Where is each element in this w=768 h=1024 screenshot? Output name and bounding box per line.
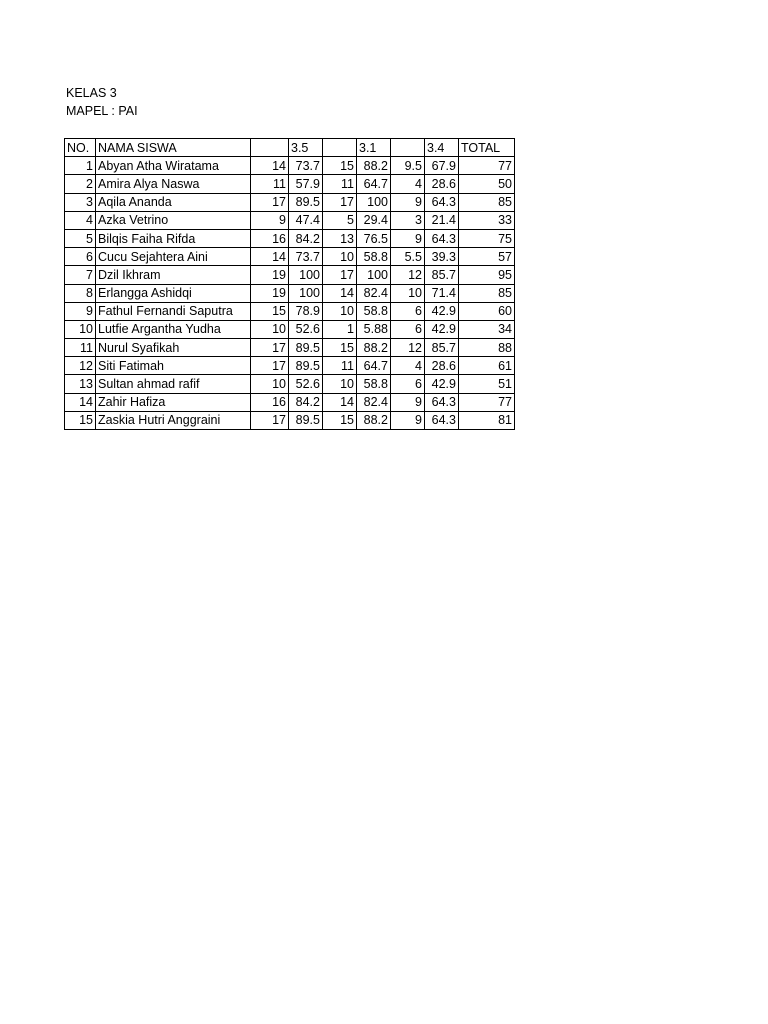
cell-score-3-1: 15 xyxy=(323,157,357,175)
cell-score-3-4: 3 xyxy=(391,211,425,229)
table-row xyxy=(65,175,515,193)
cell-score-3-5: 16 xyxy=(251,393,289,411)
cell-value-3-1: 5.88 xyxy=(357,320,391,338)
cell-value-3-4: 28.6 xyxy=(425,175,459,193)
cell-no: 8 xyxy=(65,284,96,302)
cell-total: 61 xyxy=(459,357,515,375)
cell-total: 85 xyxy=(459,193,515,211)
cell-score-3-4: 6 xyxy=(391,375,425,393)
cell-value-3-1: 100 xyxy=(357,266,391,284)
table-row xyxy=(65,375,515,393)
cell-value-3-5: 47.4 xyxy=(289,211,323,229)
header-blank-1 xyxy=(251,139,289,157)
cell-score-3-1: 13 xyxy=(323,229,357,247)
cell-score-3-4: 6 xyxy=(391,320,425,338)
cell-value-3-4: 64.3 xyxy=(425,193,459,211)
cell-value-3-4: 85.7 xyxy=(425,339,459,357)
cell-score-3-4: 12 xyxy=(391,266,425,284)
cell-value-3-1: 88.2 xyxy=(357,411,391,429)
cell-value-3-5: 52.6 xyxy=(289,320,323,338)
cell-value-3-5: 57.9 xyxy=(289,175,323,193)
cell-total: 50 xyxy=(459,175,515,193)
cell-no: 14 xyxy=(65,393,96,411)
header-nama-siswa: NAMA SISWA xyxy=(96,139,251,157)
cell-score-3-5: 10 xyxy=(251,375,289,393)
header-blank-3 xyxy=(391,139,425,157)
cell-score-3-4: 9 xyxy=(391,411,425,429)
cell-total: 34 xyxy=(459,320,515,338)
cell-score-3-1: 15 xyxy=(323,339,357,357)
cell-value-3-4: 28.6 xyxy=(425,357,459,375)
cell-value-3-5: 89.5 xyxy=(289,411,323,429)
table-row xyxy=(65,411,515,429)
cell-value-3-5: 84.2 xyxy=(289,229,323,247)
cell-no: 6 xyxy=(65,248,96,266)
cell-score-3-1: 17 xyxy=(323,266,357,284)
cell-total: 75 xyxy=(459,229,515,247)
cell-total: 51 xyxy=(459,375,515,393)
cell-no: 13 xyxy=(65,375,96,393)
cell-value-3-1: 58.8 xyxy=(357,248,391,266)
cell-nama-siswa: Nurul Syafikah xyxy=(96,339,251,357)
header-no: NO. xyxy=(65,139,96,157)
cell-value-3-4: 42.9 xyxy=(425,320,459,338)
table-row xyxy=(65,320,515,338)
cell-no: 2 xyxy=(65,175,96,193)
cell-total: 57 xyxy=(459,248,515,266)
cell-nama-siswa: Erlangga Ashidqi xyxy=(96,284,251,302)
cell-value-3-5: 78.9 xyxy=(289,302,323,320)
cell-total: 85 xyxy=(459,284,515,302)
cell-value-3-1: 100 xyxy=(357,193,391,211)
cell-value-3-4: 71.4 xyxy=(425,284,459,302)
cell-total: 77 xyxy=(459,157,515,175)
cell-score-3-5: 16 xyxy=(251,229,289,247)
cell-score-3-4: 5.5 xyxy=(391,248,425,266)
cell-score-3-5: 9 xyxy=(251,211,289,229)
cell-value-3-1: 82.4 xyxy=(357,284,391,302)
cell-score-3-4: 4 xyxy=(391,357,425,375)
table-row xyxy=(65,157,515,175)
cell-score-3-4: 12 xyxy=(391,339,425,357)
cell-score-3-1: 10 xyxy=(323,375,357,393)
cell-value-3-5: 84.2 xyxy=(289,393,323,411)
cell-score-3-5: 14 xyxy=(251,157,289,175)
cell-score-3-1: 5 xyxy=(323,211,357,229)
cell-total: 95 xyxy=(459,266,515,284)
cell-score-3-5: 14 xyxy=(251,248,289,266)
cell-score-3-4: 4 xyxy=(391,175,425,193)
cell-nama-siswa: Zahir Hafiza xyxy=(96,393,251,411)
cell-no: 3 xyxy=(65,193,96,211)
cell-value-3-5: 52.6 xyxy=(289,375,323,393)
cell-score-3-1: 11 xyxy=(323,357,357,375)
cell-nama-siswa: Cucu Sejahtera Aini xyxy=(96,248,251,266)
table-row xyxy=(65,284,515,302)
cell-nama-siswa: Bilqis Faiha Rifda xyxy=(96,229,251,247)
cell-nama-siswa: Aqila Ananda xyxy=(96,193,251,211)
cell-score-3-4: 10 xyxy=(391,284,425,302)
cell-score-3-5: 19 xyxy=(251,284,289,302)
cell-value-3-5: 89.5 xyxy=(289,193,323,211)
cell-score-3-4: 9 xyxy=(391,193,425,211)
table-row xyxy=(65,357,515,375)
cell-value-3-5: 73.7 xyxy=(289,157,323,175)
table-row xyxy=(65,229,515,247)
cell-no: 1 xyxy=(65,157,96,175)
cell-value-3-5: 89.5 xyxy=(289,357,323,375)
table-row xyxy=(65,248,515,266)
cell-score-3-5: 19 xyxy=(251,266,289,284)
cell-value-3-1: 76.5 xyxy=(357,229,391,247)
grades-table xyxy=(64,138,515,430)
table-row xyxy=(65,193,515,211)
cell-value-3-1: 58.8 xyxy=(357,302,391,320)
cell-value-3-5: 100 xyxy=(289,284,323,302)
cell-value-3-4: 85.7 xyxy=(425,266,459,284)
cell-nama-siswa: Dzil Ikhram xyxy=(96,266,251,284)
cell-value-3-1: 88.2 xyxy=(357,339,391,357)
cell-total: 33 xyxy=(459,211,515,229)
cell-nama-siswa: Azka Vetrino xyxy=(96,211,251,229)
table-row xyxy=(65,339,515,357)
cell-value-3-1: 64.7 xyxy=(357,357,391,375)
table-row xyxy=(65,302,515,320)
cell-nama-siswa: Amira Alya Naswa xyxy=(96,175,251,193)
cell-value-3-4: 64.3 xyxy=(425,393,459,411)
cell-no: 5 xyxy=(65,229,96,247)
cell-value-3-4: 67.9 xyxy=(425,157,459,175)
cell-nama-siswa: Sultan ahmad rafif xyxy=(96,375,251,393)
cell-nama-siswa: Lutfie Argantha Yudha xyxy=(96,320,251,338)
cell-score-3-1: 11 xyxy=(323,175,357,193)
cell-value-3-1: 88.2 xyxy=(357,157,391,175)
header-kd-3-5: 3.5 xyxy=(289,139,323,157)
cell-score-3-5: 17 xyxy=(251,339,289,357)
table-row xyxy=(65,266,515,284)
cell-value-3-4: 39.3 xyxy=(425,248,459,266)
cell-value-3-4: 64.3 xyxy=(425,411,459,429)
cell-score-3-5: 17 xyxy=(251,357,289,375)
cell-value-3-4: 42.9 xyxy=(425,302,459,320)
cell-nama-siswa: Zaskia Hutri Anggraini xyxy=(96,411,251,429)
cell-total: 88 xyxy=(459,339,515,357)
table-row xyxy=(65,211,515,229)
cell-total: 77 xyxy=(459,393,515,411)
cell-value-3-5: 100 xyxy=(289,266,323,284)
cell-nama-siswa: Fathul Fernandi Saputra xyxy=(96,302,251,320)
cell-score-3-4: 6 xyxy=(391,302,425,320)
cell-no: 10 xyxy=(65,320,96,338)
cell-score-3-1: 17 xyxy=(323,193,357,211)
cell-score-3-1: 15 xyxy=(323,411,357,429)
cell-score-3-4: 9 xyxy=(391,229,425,247)
table-row xyxy=(65,393,515,411)
class-label: KELAS 3 xyxy=(66,86,117,100)
cell-score-3-1: 1 xyxy=(323,320,357,338)
cell-value-3-5: 89.5 xyxy=(289,339,323,357)
header-kd-3-1: 3.1 xyxy=(357,139,391,157)
header-kd-3-4: 3.4 xyxy=(425,139,459,157)
cell-nama-siswa: Siti Fatimah xyxy=(96,357,251,375)
cell-score-3-4: 9 xyxy=(391,393,425,411)
cell-value-3-5: 73.7 xyxy=(289,248,323,266)
cell-value-3-1: 64.7 xyxy=(357,175,391,193)
cell-score-3-1: 14 xyxy=(323,284,357,302)
cell-value-3-1: 82.4 xyxy=(357,393,391,411)
cell-value-3-4: 21.4 xyxy=(425,211,459,229)
subject-label: MAPEL : PAI xyxy=(66,104,138,118)
cell-no: 12 xyxy=(65,357,96,375)
cell-score-3-5: 17 xyxy=(251,411,289,429)
cell-no: 9 xyxy=(65,302,96,320)
cell-no: 4 xyxy=(65,211,96,229)
cell-score-3-5: 10 xyxy=(251,320,289,338)
cell-value-3-4: 42.9 xyxy=(425,375,459,393)
cell-value-3-1: 29.4 xyxy=(357,211,391,229)
cell-value-3-4: 64.3 xyxy=(425,229,459,247)
cell-score-3-5: 15 xyxy=(251,302,289,320)
cell-score-3-4: 9.5 xyxy=(391,157,425,175)
cell-total: 81 xyxy=(459,411,515,429)
cell-score-3-5: 11 xyxy=(251,175,289,193)
cell-score-3-1: 10 xyxy=(323,302,357,320)
cell-nama-siswa: Abyan Atha Wiratama xyxy=(96,157,251,175)
cell-score-3-5: 17 xyxy=(251,193,289,211)
cell-value-3-1: 58.8 xyxy=(357,375,391,393)
cell-score-3-1: 14 xyxy=(323,393,357,411)
cell-total: 60 xyxy=(459,302,515,320)
cell-score-3-1: 10 xyxy=(323,248,357,266)
cell-no: 15 xyxy=(65,411,96,429)
header-total: TOTAL xyxy=(459,139,515,157)
cell-no: 11 xyxy=(65,339,96,357)
header-blank-2 xyxy=(323,139,357,157)
header-row xyxy=(65,139,515,157)
cell-no: 7 xyxy=(65,266,96,284)
